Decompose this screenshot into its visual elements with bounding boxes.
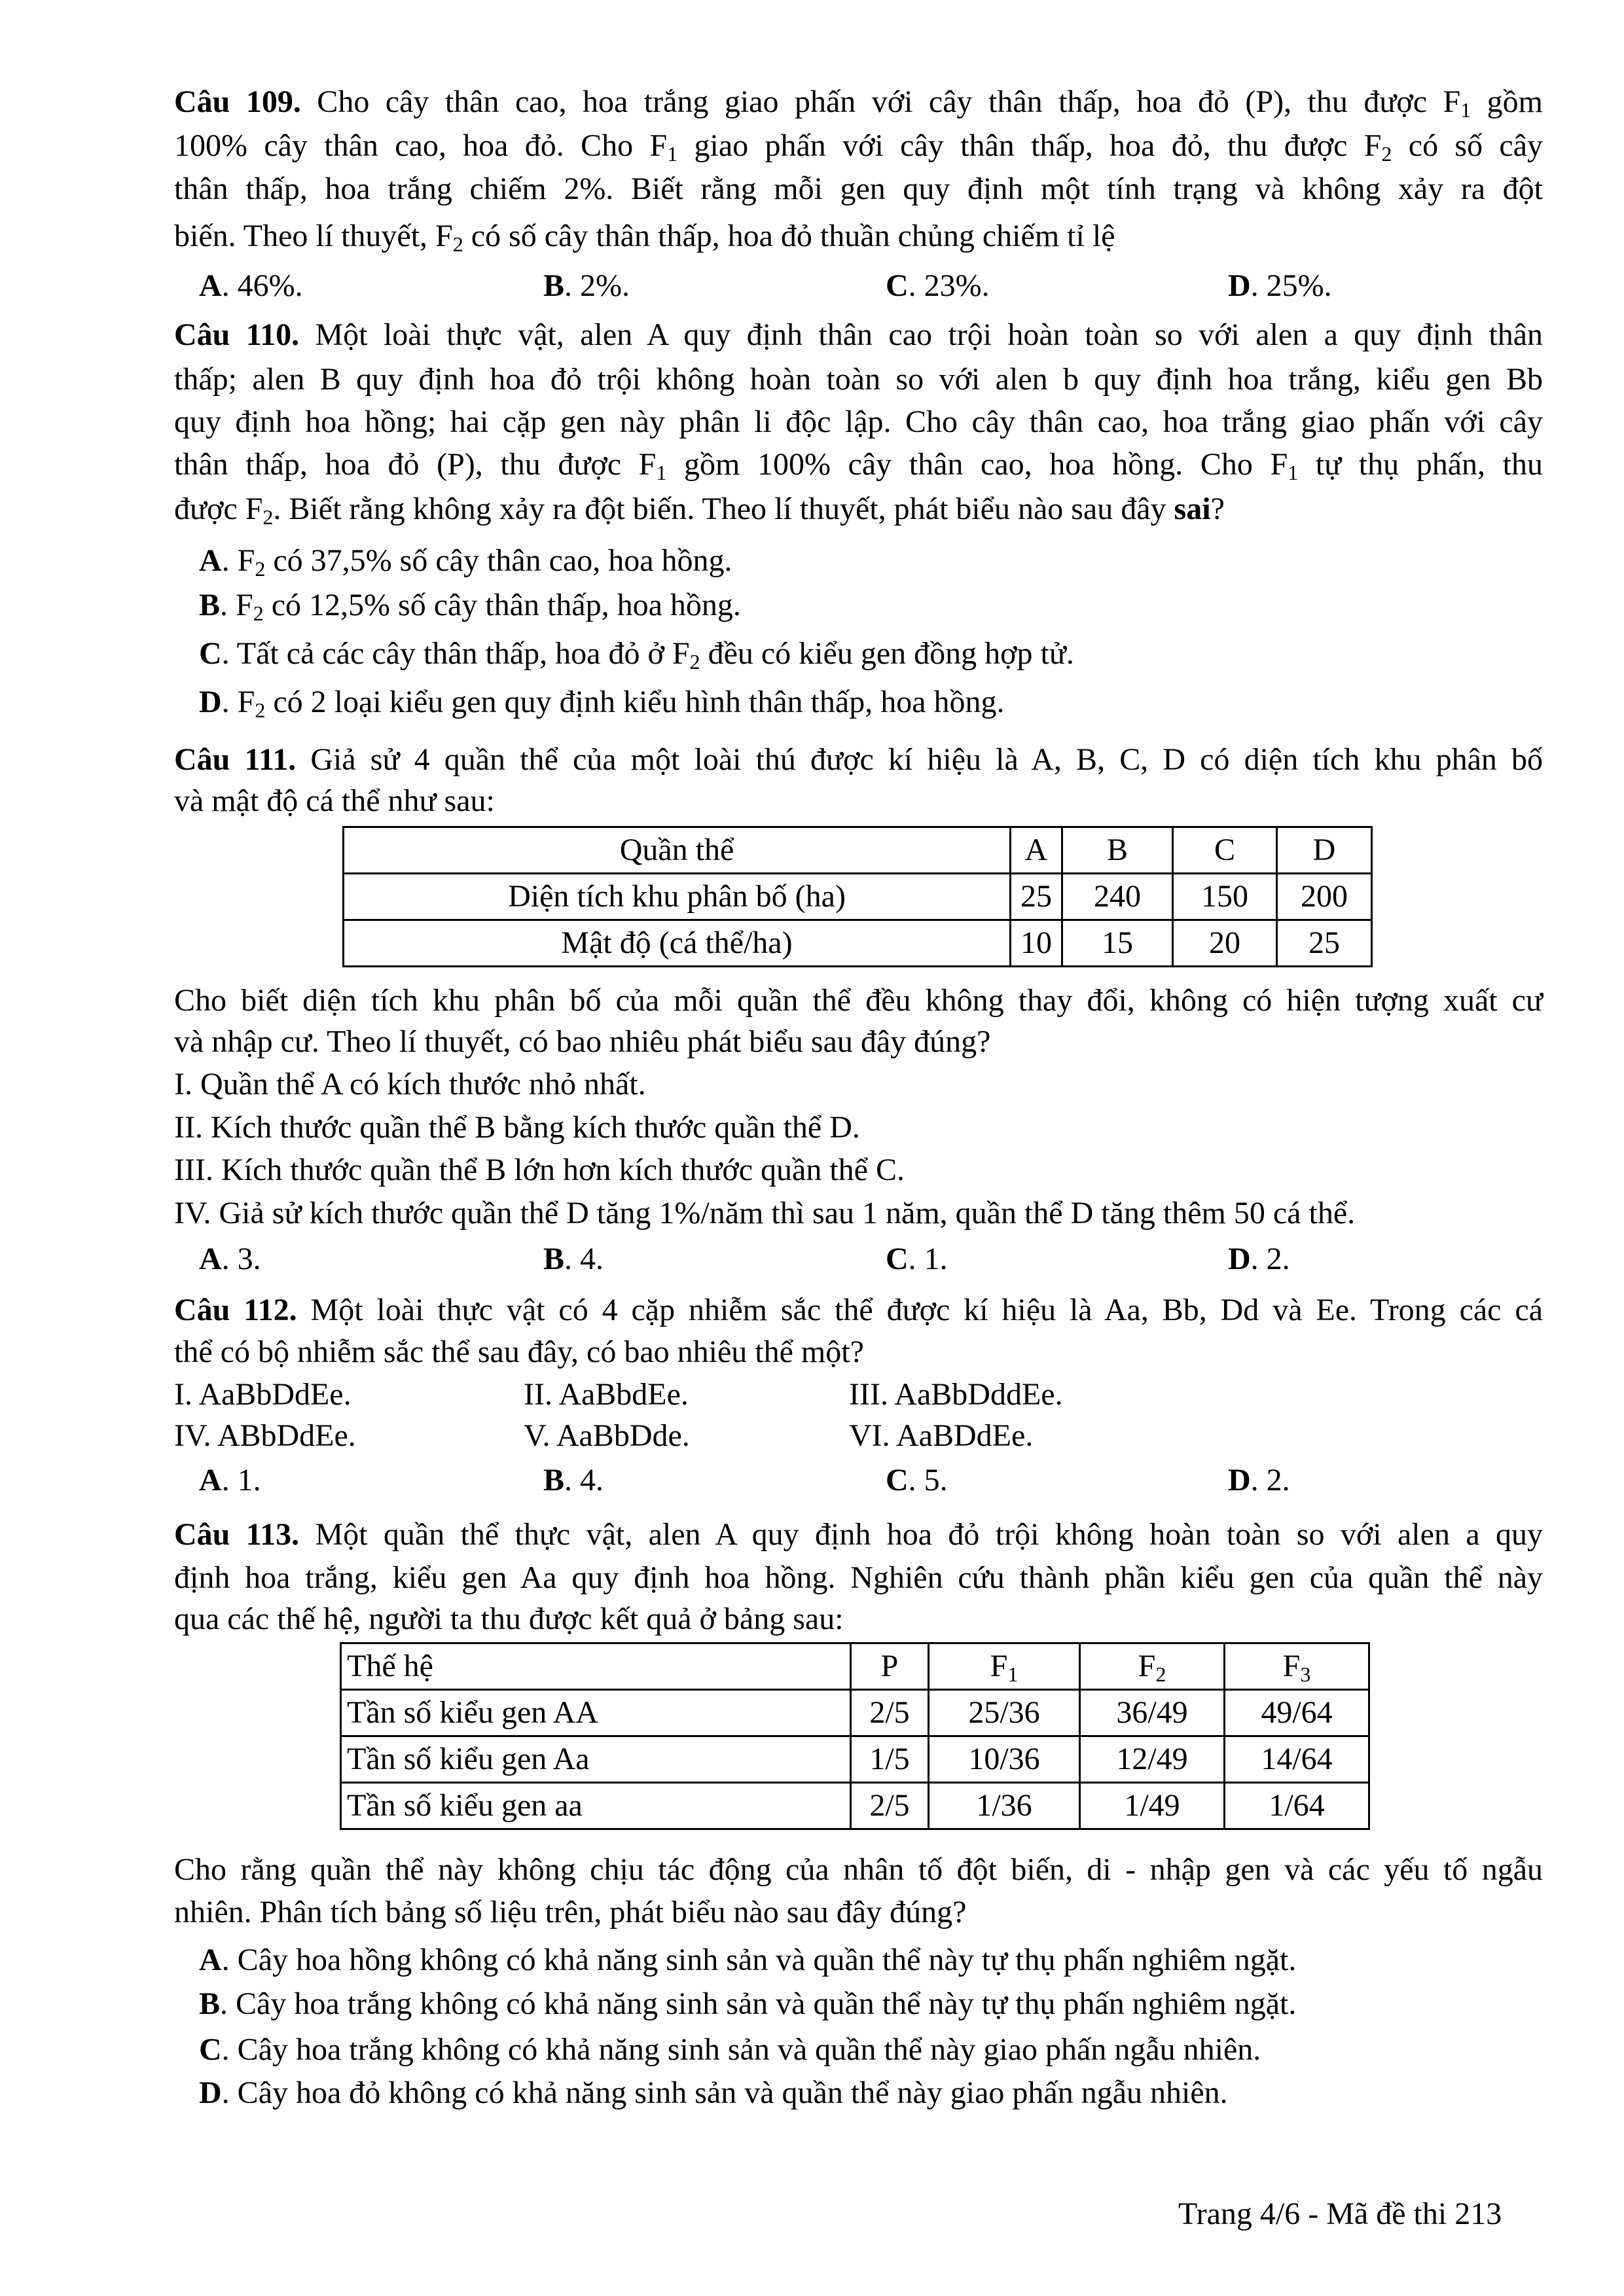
q110-label: Câu 110. [174, 317, 300, 352]
table-row [344, 920, 1372, 967]
q109-option-a: A. 46%. [199, 268, 303, 303]
q110-option-c: C. Tất cả các cây thân thấp, hoa đỏ ở $F_2$ đều có kiểu gen đồng hợp tử. [199, 636, 1074, 673]
table-cell: 10 [1011, 920, 1062, 967]
table-cell: Quần thể [344, 827, 1011, 874]
q111-text: Giả sử 4 quần thể của một loài thú được kí hiệu là A, B, C, D có diện tích khu phân bố [310, 742, 1543, 777]
table-cell: 20 [1173, 920, 1277, 967]
q110-option-b: B. $F_2$ có 12,5% số cây thân thấp, hoa hồng. [199, 588, 741, 625]
q113-label: Câu 113. [174, 1517, 300, 1552]
q111-option-c: C. 1. [886, 1242, 948, 1276]
table-header-row [344, 827, 1372, 874]
q113-line: Cho rằng quần thể này không chịu tác động của nhân tố đột biến, di - nhập gen và các yếu tố ngẫu [174, 1852, 1543, 1887]
q112-item: I. AaBbDdEe. [174, 1377, 352, 1412]
population-table [342, 826, 1373, 967]
q111-option-d: D. 2. [1228, 1242, 1290, 1276]
table-cell: 15 [1062, 920, 1173, 967]
table-cell: A [1011, 827, 1062, 874]
q110-line: được $F_2$. Biết rằng không xảy ra đột biến. Theo lí thuyết, phát biểu nào sau đây sai? [174, 492, 1225, 529]
q109-text: Cho cây thân cao, hoa trắng giao phấn với cây thân thấp, hoa đỏ (P), thu được $F_1$ gồm [317, 84, 1543, 122]
q110-line: thân thấp, hoa đỏ (P), thu được $F_1$ gồm 100% cây thân cao, hoa hồng. Cho $F_1$ tự thụ phấn, thu [174, 447, 1543, 484]
q113-option-a: A. Cây hoa hồng không có khả năng sinh sản và quần thể này tự thụ phấn nghiêm ngặt. [199, 1943, 1297, 1977]
q109-option-b: B. 2%. [543, 268, 630, 303]
table-cell: 14/64 [1225, 1736, 1369, 1783]
table-row [341, 1783, 1369, 1829]
q109-line [174, 81, 1543, 123]
table-cell: 2/5 [851, 1783, 929, 1829]
emphasis-sai: sai [1174, 492, 1211, 526]
table-cell: 25/36 [929, 1690, 1080, 1736]
q112-item: II. AaBbdEe. [524, 1377, 689, 1412]
table-cell: C [1173, 827, 1277, 874]
q112-option-b: B. 4. [543, 1463, 604, 1498]
q112-item: VI. AaBDdEe. [849, 1418, 1034, 1453]
q109-line: biến. Theo lí thuyết, $F_2$ có số cây thân thấp, hoa đỏ thuần chủng chiếm tỉ lệ [174, 219, 1115, 256]
q109-option-d: D. 25%. [1228, 268, 1332, 303]
q110-line: quy định hoa hồng; hai cặp gen này phân li độc lập. Cho cây thân cao, hoa trắng giao phấn với cây [174, 404, 1543, 439]
table-cell: Tần số kiểu gen Aa [341, 1736, 851, 1783]
q111-line: Cho biết diện tích khu phân bố của mỗi quần thể đều không thay đổi, không có hiện tượng xuất cư [174, 983, 1543, 1018]
table-cell: P [851, 1643, 929, 1690]
q109-line: thân thấp, hoa trắng chiếm 2%. Biết rằng mỗi gen quy định một tính trạng và không xảy ra đột [174, 171, 1543, 206]
q110-line: thấp; alen B quy định hoa đỏ trội không hoàn toàn so với alen b quy định hoa trắng, kiểu gen Bb [174, 362, 1543, 397]
table-cell: Mật độ (cá thể/ha) [344, 920, 1011, 967]
q111-statement: II. Kích thước quần thể B bằng kích thước quần thể D. [174, 1110, 860, 1145]
table-row [341, 1690, 1369, 1736]
q111-statement: I. Quần thể A có kích thước nhỏ nhất. [174, 1067, 646, 1102]
table-cell: 10/36 [929, 1736, 1080, 1783]
q109-label: Câu 109. [174, 84, 301, 119]
q112-item: IV. ABbDdEe. [174, 1418, 356, 1453]
table-cell: Diện tích khu phân bố (ha) [344, 874, 1011, 920]
q111-label: Câu 111. [174, 742, 297, 777]
q112-item: III. AaBbDddEe. [849, 1377, 1063, 1412]
q113-option-c: C. Cây hoa trắng không có khả năng sinh sản và quần thể này giao phấn ngẫu nhiên. [199, 2032, 1261, 2067]
q110-line [174, 314, 1543, 356]
q112-option-c: C. 5. [886, 1463, 948, 1498]
table-cell: Tần số kiểu gen AA [341, 1690, 851, 1736]
table-cell: 25 [1011, 874, 1062, 920]
q112-text: Một loài thực vật có 4 cặp nhiễm sắc thể được kí hiệu là Aa, Bb, Dd và Ee. Trong các cá [310, 1293, 1543, 1327]
q112-option-d: D. 2. [1228, 1463, 1290, 1498]
q113-line: qua các thế hệ, người ta thu được kết quả ở bảng sau: [174, 1602, 844, 1636]
q111-statement: III. Kích thước quần thể B lớn hơn kích thước quần thể C. [174, 1153, 905, 1187]
q110-text: Một loài thực vật, alen A quy định thân cao trội hoàn toàn so với alen a quy định thân [315, 317, 1543, 352]
table-cell: 49/64 [1225, 1690, 1369, 1736]
table-row [344, 874, 1372, 920]
q111-statement: IV. Giả sử kích thước quần thể D tăng 1%/năm thì sau 1 năm, quần thể D tăng thêm 50 cá thể. [174, 1196, 1356, 1230]
table-header-row [341, 1643, 1369, 1690]
q109-option-c: C. 23%. [886, 268, 990, 303]
table-cell: Tần số kiểu gen aa [341, 1783, 851, 1829]
q111-option-a: A. 3. [199, 1242, 261, 1276]
table-cell: 1/49 [1080, 1783, 1225, 1829]
q113-line: định hoa trắng, kiểu gen Aa quy định hoa hồng. Nghiên cứu thành phần kiểu gen của quần thể này [174, 1560, 1543, 1595]
table-cell: 1/5 [851, 1736, 929, 1783]
genotype-frequency-table [340, 1642, 1370, 1830]
q110-option-a: A. $F_2$ có 37,5% số cây thân cao, hoa hồng. [199, 543, 732, 581]
q113-option-b: B. Cây hoa trắng không có khả năng sinh sản và quần thể này tự thụ phấn nghiêm ngặt. [199, 1986, 1297, 2021]
page-footer: Trang 4/6 - Mã đề thi 213 [1178, 2197, 1502, 2231]
q111-line [174, 739, 1543, 781]
q112-line: thể có bộ nhiễm sắc thể sau đây, có bao nhiêu thể một? [174, 1335, 864, 1369]
table-cell: 200 [1277, 874, 1372, 920]
q113-line [174, 1514, 1543, 1556]
q112-label: Câu 112. [174, 1293, 297, 1327]
q113-text: Một quần thể thực vật, alen A quy định hoa đỏ trội không hoàn toàn so với alen a quy [315, 1517, 1543, 1552]
table-cell: 1/36 [929, 1783, 1080, 1829]
table-cell: 25 [1277, 920, 1372, 967]
q113-line: nhiên. Phân tích bảng số liệu trên, phát biểu nào sau đây đúng? [174, 1895, 967, 1929]
table-cell: $F_3$ [1225, 1643, 1369, 1690]
table-cell: $F_2$ [1080, 1643, 1225, 1690]
q112-item: V. AaBbDde. [524, 1418, 690, 1453]
table-cell: Thế hệ [341, 1643, 851, 1690]
table-cell: 12/49 [1080, 1736, 1225, 1783]
q109-line: 100% cây thân cao, hoa đỏ. Cho $F_1$ giao phấn với cây thân thấp, hoa đỏ, thu được $F_2$ có số cây [174, 128, 1543, 166]
table-cell: 240 [1062, 874, 1173, 920]
q111-option-b: B. 4. [543, 1242, 604, 1276]
table-cell: 36/49 [1080, 1690, 1225, 1736]
q111-line: và nhập cư. Theo lí thuyết, có bao nhiêu phát biểu sau đây đúng? [174, 1024, 991, 1059]
table-cell: D [1277, 827, 1372, 874]
table-row [341, 1736, 1369, 1783]
table-cell: 2/5 [851, 1690, 929, 1736]
q110-option-d: D. $F_2$ có 2 loại kiểu gen quy định kiểu hình thân thấp, hoa hồng. [199, 685, 1005, 722]
table-cell: B [1062, 827, 1173, 874]
q112-line [174, 1289, 1543, 1331]
table-cell: 150 [1173, 874, 1277, 920]
q112-option-a: A. 1. [199, 1463, 261, 1498]
q111-line: và mật độ cá thể như sau: [174, 783, 495, 818]
table-cell: 1/64 [1225, 1783, 1369, 1829]
table-cell: $F_1$ [929, 1643, 1080, 1690]
q113-option-d: D. Cây hoa đỏ không có khả năng sinh sản và quần thể này giao phấn ngẫu nhiên. [199, 2075, 1228, 2110]
